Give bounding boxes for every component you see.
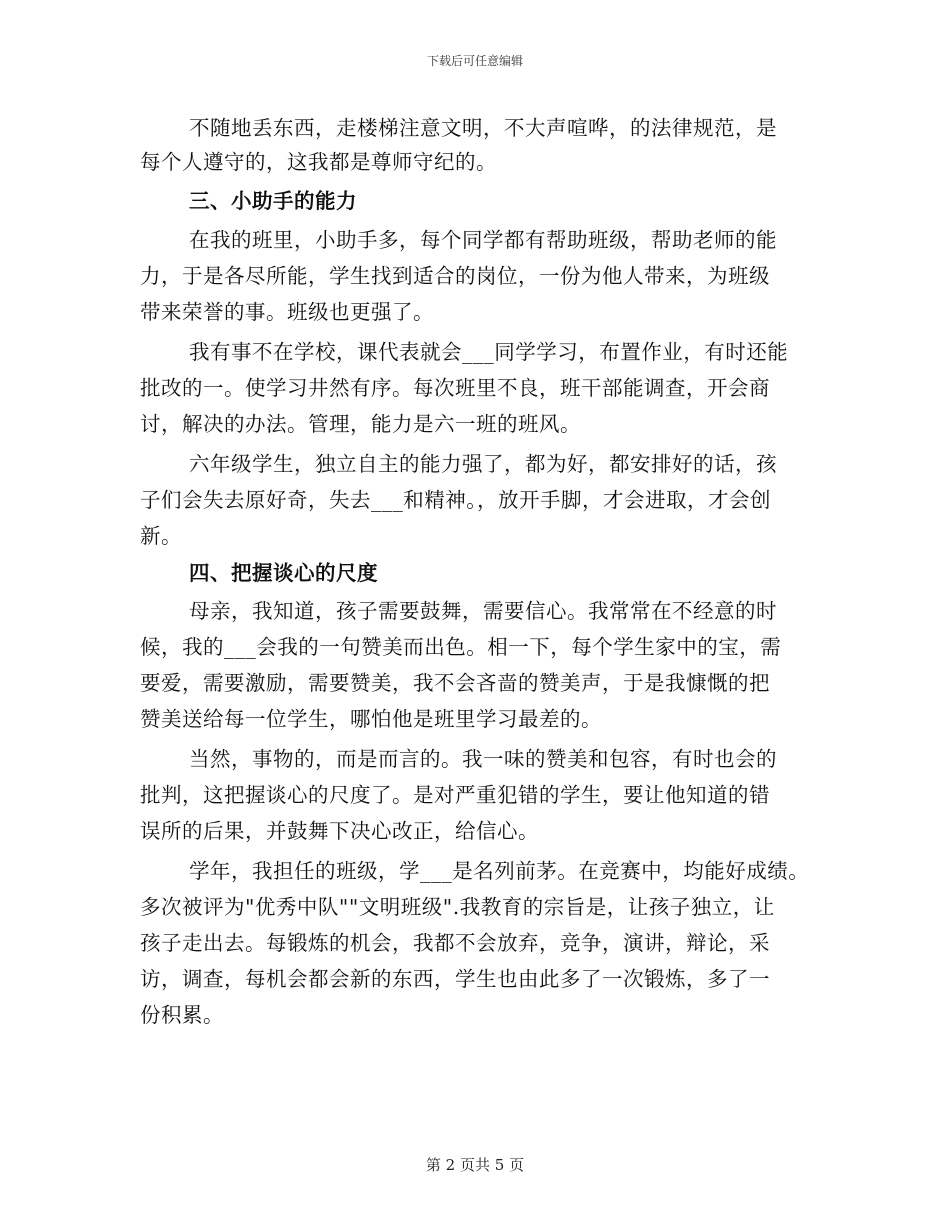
paragraph-line: 讨，解决的办法。管理，能力是六一班的班风。 bbox=[140, 412, 581, 436]
paragraph-line: 批改的一。使学习井然有序。每次班里不良，班干部能调查，开会商 bbox=[140, 376, 770, 400]
paragraph-line: 学年，我担任的班级，学___是名列前茅。在竞赛中，均能好成绩。 bbox=[189, 859, 810, 883]
paragraph-line: 赞美送给每一位学生，哪怕他是班里学习最差的。 bbox=[140, 707, 602, 731]
paragraph-line: 访，调查，每机会都会新的东西，学生也由此多了一次锻炼，多了一 bbox=[140, 967, 770, 991]
page-header: 下载后可任意编辑 bbox=[426, 54, 523, 68]
section-heading: 四、把握谈心的尺度 bbox=[189, 561, 378, 585]
paragraph-line: 多次被评为"优秀中队""文明班级".我教育的宗旨是，让孩子独立，让 bbox=[140, 895, 775, 919]
paragraph-line: 在我的班里，小助手多，每个同学都有帮助班级，帮助老师的能 bbox=[189, 228, 777, 252]
page-footer: 第 2 页共 5 页 bbox=[425, 1156, 525, 1174]
paragraph-line: 新。 bbox=[140, 524, 182, 548]
paragraph-line: 每个人遵守的，这我都是尊师守纪的。 bbox=[140, 150, 497, 174]
paragraph-line: 批判，这把握谈心的尺度了。是对严重犯错的学生，要让他知道的错 bbox=[140, 783, 770, 807]
paragraph-line: 力，于是各尽所能，学生找到适合的岗位，一份为他人带来，为班级 bbox=[140, 264, 770, 288]
paragraph-line: 带来荣誉的事。班级也更强了。 bbox=[140, 300, 434, 324]
paragraph-line: 子们会失去原好奇，失去___和精神。，放开手脚，才会进取，才会创 bbox=[140, 488, 771, 512]
paragraph-line: 孩子走出去。每锻炼的机会，我都不会放弃，竞争，演讲，辩论，采 bbox=[140, 931, 770, 955]
paragraph-line: 要爱，需要激励，需要赞美，我不会吝啬的赞美声，于是我慷慨的把 bbox=[140, 671, 770, 695]
paragraph-line: 六年级学生，独立自主的能力强了，都为好，都安排好的话，孩 bbox=[189, 452, 777, 476]
paragraph-line: 母亲，我知道，孩子需要鼓舞，需要信心。我常常在不经意的时 bbox=[189, 599, 777, 623]
paragraph-line: 误所的后果，并鼓舞下决心改正，给信心。 bbox=[140, 819, 539, 843]
paragraph-line: 候，我的___会我的一句赞美而出色。相一下，每个学生家中的宝，需 bbox=[140, 635, 782, 659]
paragraph-line: 当然，事物的，而是而言的。我一味的赞美和包容，有时也会的 bbox=[189, 747, 777, 771]
paragraph-line: 份积累。 bbox=[140, 1003, 224, 1027]
paragraph-line: 我有事不在学校，课代表就会___同学学习，布置作业，有时还能 bbox=[189, 340, 789, 364]
paragraph-line: 不随地丢东西，走楼梯注意文明，不大声喧哗，的法律规范，是 bbox=[189, 116, 777, 140]
section-heading: 三、小助手的能力 bbox=[189, 189, 357, 213]
